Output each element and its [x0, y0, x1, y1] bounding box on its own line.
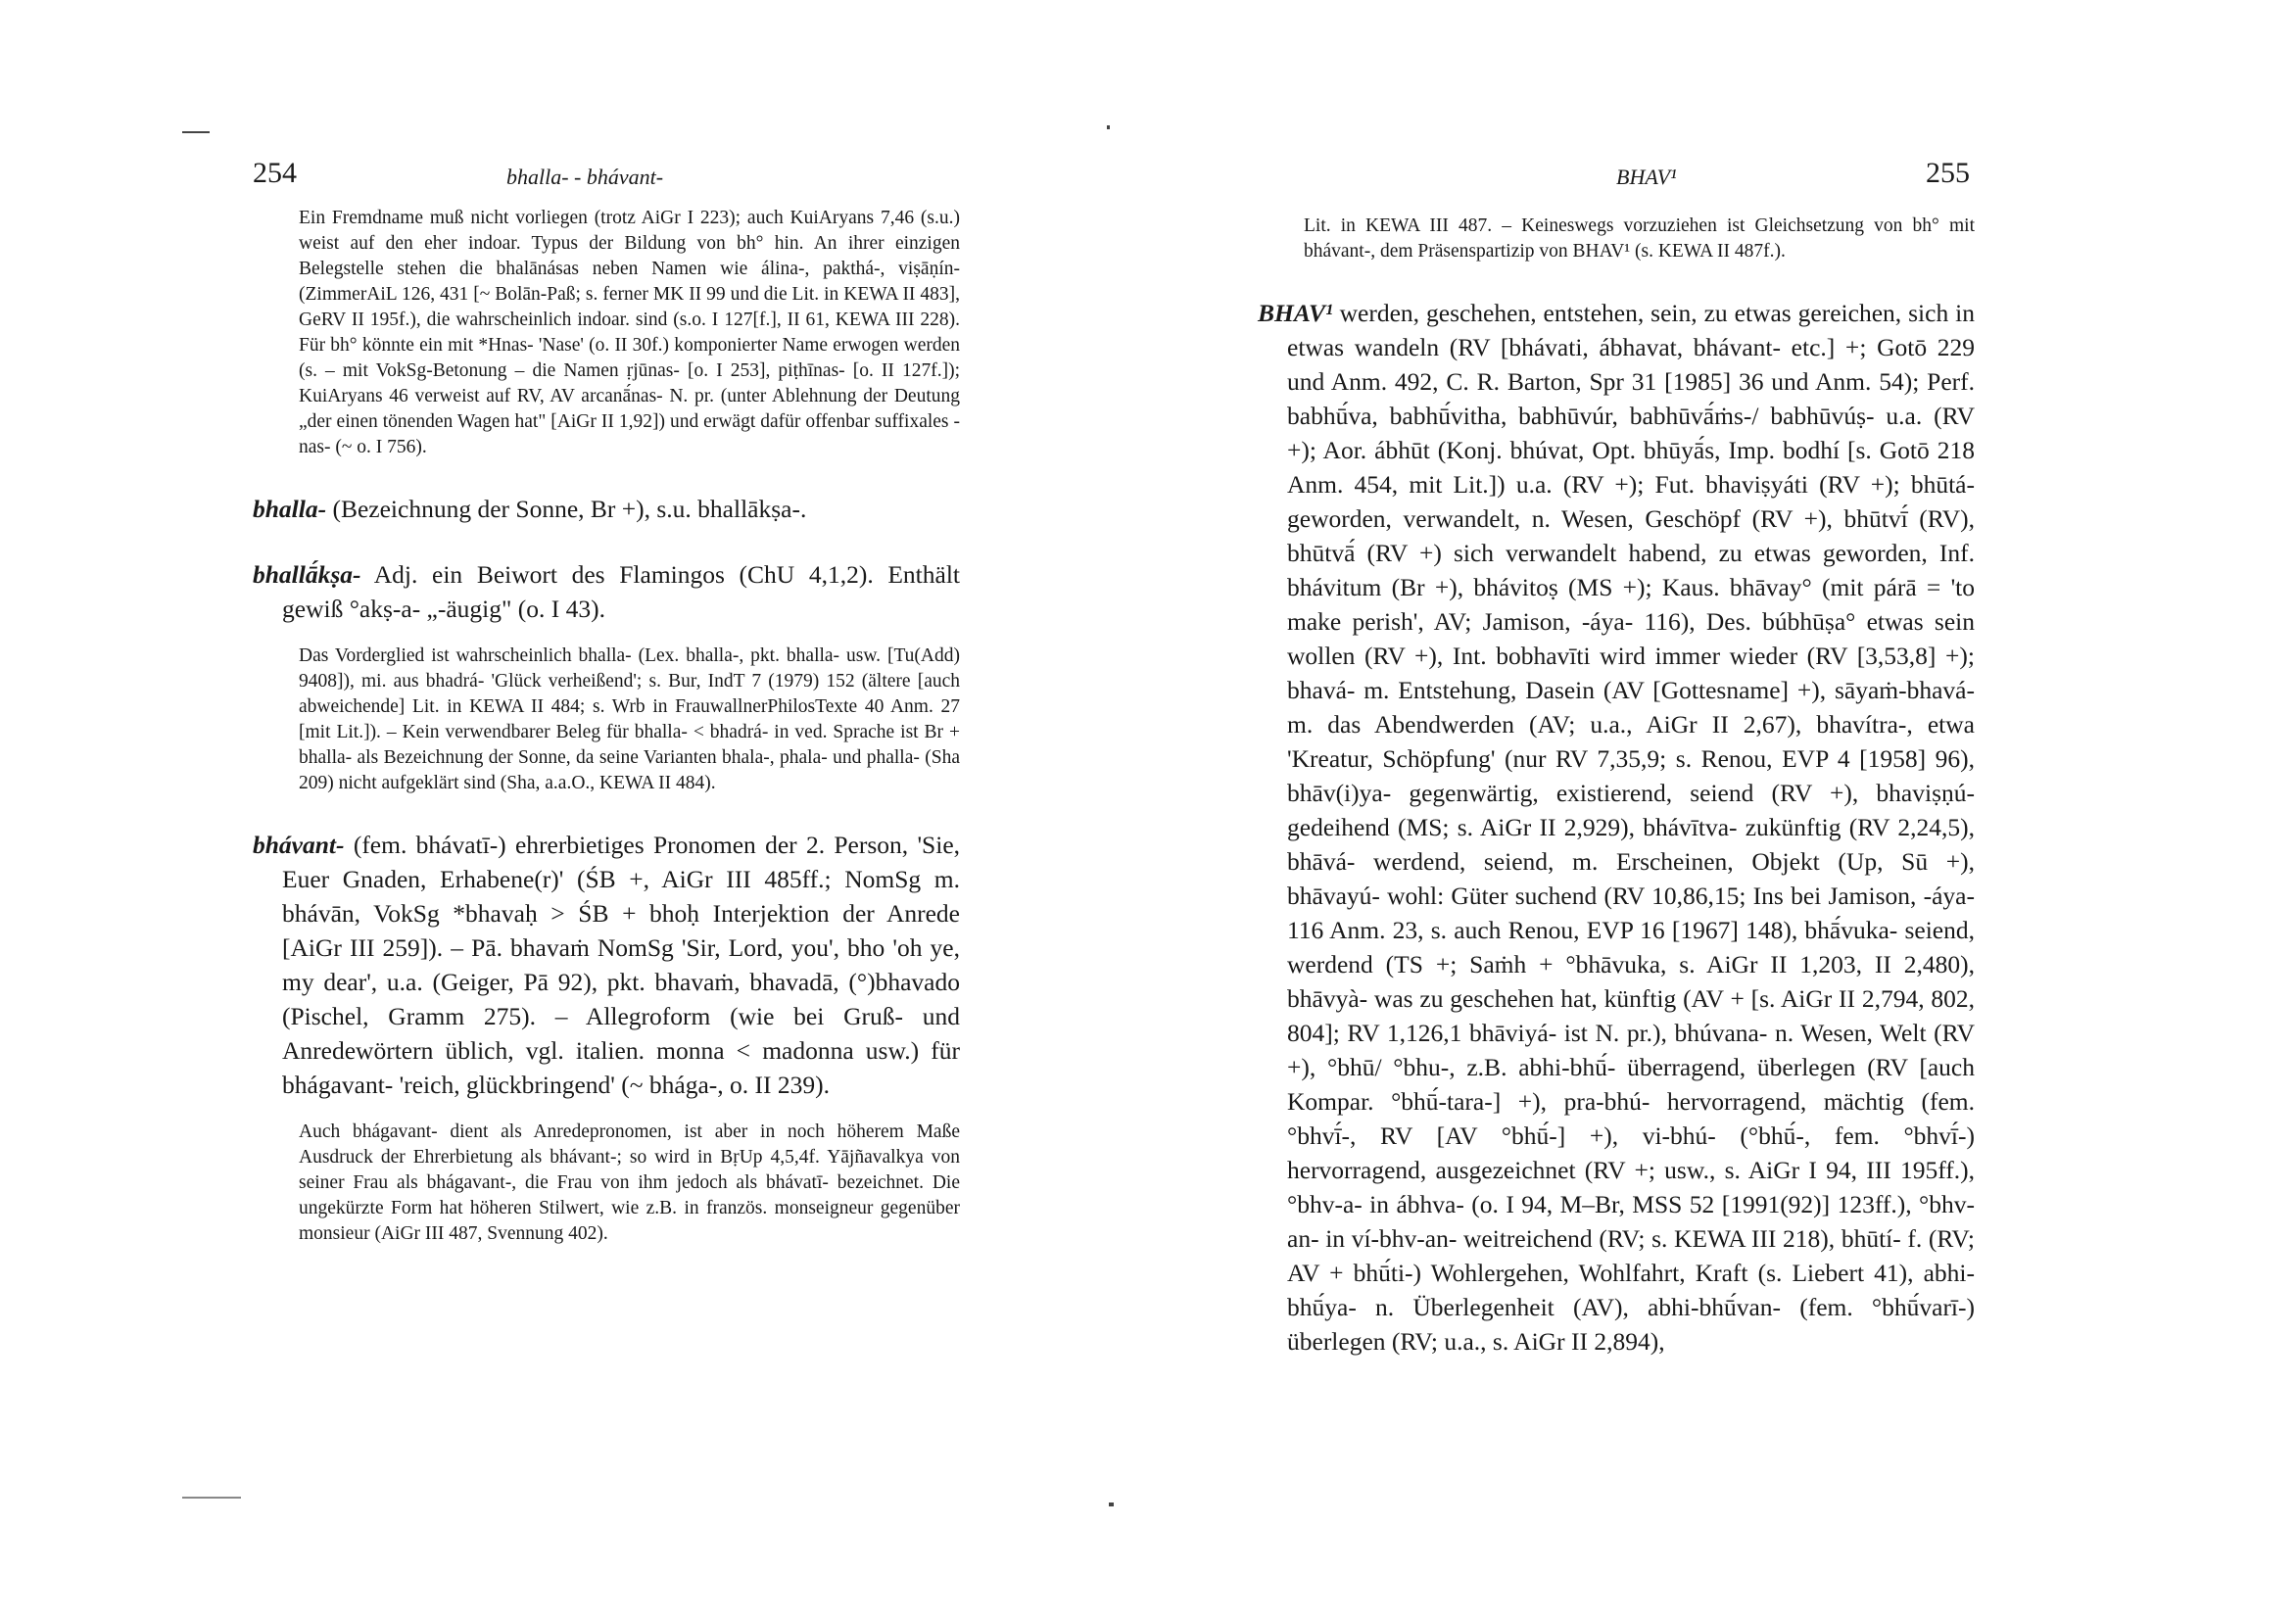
right-text-column — [1258, 214, 1975, 1359]
page-number: 254 — [253, 157, 297, 189]
page-number: 255 — [1926, 157, 1970, 189]
entry-text-bhavant: (fem. bhávatī-) ehrerbietiges Pronomen der 2. Person, 'Sie, Euer Gnaden, Erhabene(r)' (ŚB +, AiGr III 485ff.; NomSg m. bhávān, VokSg *bhavaḥ > ŚB + bhoḥ Interjektion der Anrede [AiGr III 259]). – Pā. bhavaṁ NomSg 'Sir, Lord, you', bho 'oh ye, my dear', u.a. (Geiger, Pā 92), pkt. bhavaṁ, bhavadā, (°)bhavado (Pischel, Gramm 275). – Allegroform (wie bei Gruß- und Anredewörtern üblich, vgl. italien. monna < madonna usw.) für bhágavant- 'reich, glückbringend' (~ bhága-, o. II 239). — [282, 831, 961, 1099]
entry-text-bhallaksa: Adj. ein Beiwort des Flamingos (ChU 4,1,2). Enthält gewiß °akṣ-a- „-äugig" (o. I 43). — [282, 560, 961, 623]
headword-bhalla: bhalla- — [253, 495, 327, 523]
scan-mark-bottom-right — [1109, 1503, 1114, 1506]
entry-bhalla — [253, 492, 960, 526]
headword-bhavant: bhávant- — [253, 831, 345, 859]
right-page — [1148, 0, 2296, 1622]
scan-mark-top — [182, 131, 210, 133]
entry-bhallaksa — [253, 557, 960, 626]
left-text-column — [253, 206, 960, 1247]
running-head: bhalla- - bhávant- — [506, 165, 664, 189]
scan-mark-bottom — [182, 1497, 241, 1499]
entry-text-bhalla: (Bezeichnung der Sonne, Br +), s.u. bhallākṣa-. — [332, 495, 807, 523]
intro-note: Lit. in KEWA III 487. – Keineswegs vorzuziehen ist Gleichsetzung von bh° mit bhávant-, dem Präsenspartizip von BHAV¹ (s. KEWA II 487f.). — [1304, 215, 1975, 262]
entry-bhav — [1258, 296, 1975, 1359]
running-head: BHAV¹ — [1616, 165, 1677, 189]
scan-mark-top-right — [1107, 125, 1110, 129]
intro-note: Ein Fremdname muß nicht vorliegen (trotz AiGr I 223); auch KuiAryans 7,46 (s.u.) weist auf den eher indoar. Typus der Bildung von bh° hin. An ihrer einzigen Belegstelle stehen die bhalānásas neben Namen wie álina-, pakthá-, viṣāṇín- (ZimmerAiL 126, 431 [~ Bolān-Paß; s. ferner MK II 99 und die Lit. in KEWA II 483], GeRV II 195f.), die wahrscheinlich indoar. sind (s.o. I 127[f.], II 61, KEWA III 228). Für bh° könnte ein mit *Hnas- 'Nase' (o. II 30f.) komponierter Name erwogen werden (s. – mit VokSg-Betonung – die Namen ṛjūnas- [o. I 253], piṭhīnas- [o. II 127f.]); KuiAryans 46 verweist auf RV, AV arcanā́nas- N. pr. (unter Ablehnung der Deutung „der einen tönenden Wagen hat" [AiGr II 1,92]) und erwägt dafür offenbar suffixales -nas- (~ o. I 756). — [299, 208, 960, 457]
headword-bhallaksa: bhallā́kṣa- — [253, 560, 361, 589]
note-bhavant: Auch bhágavant- dient als Anredepronomen, ist aber in noch höherem Maße Ausdruck der Ehrerbietung als bhávant-; so wird in BṛUp 4,5,4f. Yājñavalkya von seiner Frau als bhágavant-, die Frau von ihm jedoch als bhávatī- bezeichnet. Die ungekürzte Form hat höheren Stilwert, wie z.B. in französ. monseigneur gegenüber monsieur (AiGr III 487, Svennung 402). — [299, 1121, 960, 1244]
entry-bhavant — [253, 828, 960, 1102]
entry-text-bhav: werden, geschehen, entstehen, sein, zu etwas gereichen, sich in etwas wandeln (RV [bhávati, ábhavat, bhávant- etc.] +; Gotō 229 und Anm. 492, C. R. Barton, Spr 31 [1985] 36 und Anm. 54); Perf. babhū́va, babhū́vitha, babhūvúr, babhūvā́ṁs-/ babhūvúṣ- u.a. (RV +); Aor. ábhūt (Konj. bhúvat, Opt. bhūyā́s, Imp. bodhí [s. Gotō 218 Anm. 454, mit Lit.]) u.a. (RV +); Fut. bhaviṣyáti (RV +); bhūtá- geworden, verwandelt, n. Wesen, Geschöpf (RV +), bhūtvī́ (RV), bhūtvā́ (RV +) sich verwandelt habend, zu etwas geworden, Inf. bhávitum (Br +), bhávitoṣ (MS +); Kaus. bhāvay° (mit párā = 'to make perish', AV; Jamison, -áya- 116), Des. búbhūṣa° etwas sein wollen (RV +), Int. bobhavīti wird immer wieder (RV [3,53,8] +); bhavá- m. Entstehung, Dasein (AV [Gottesname] +), sāyaṁ-bhavá- m. das Abendwerden (AV; u.a., AiGr II 2,67), bhavítra-, etwa 'Kreatur, Schöpfung' (nur RV 7,35,9; s. Renou, EVP 4 [1958] 96), bhāv(i)ya- gegenwärtig, existierend, seiend (RV +), bhaviṣṇú- gedeihend (MS; s. AiGr II 2,929), bhávītva- zukünftig (RV 2,24,5), bhāvá- werdend, seiend, m. Erscheinen, Objekt (Up, Sū +), bhāvayú- wohl: Güter suchend (RV 10,86,15; Ins bei Jamison, -áya- 116 Anm. 23, s. auch Renou, EVP 16 [1967] 148), bhā́vuka- seiend, werdend (TS +; Saṁh + °bhāvuka, s. AiGr II 1,203, II 2,480), bhāvyà- was zu geschehen hat, künftig (AV + [s. AiGr II 2,794, 802, 804]; RV 1,126,1 bhāviyá- ist N. pr.), bhúvana- n. Wesen, Welt (RV +), °bhū/ °bhu-, z.B. abhi-bhū́- überragend, überlegen (RV [auch Kompar. °bhū́-tara-] +), pra-bhú- hervorragend, mächtig (fem. °bhvī́-, RV [AV °bhū́-] +), vi-bhú- (°bhū́-, fem. °bhvī́-) hervorragend, ausgezeichnet (RV +; usw., s. AiGr I 94, III 195ff.), °bhv-a- in ábhva- (o. I 94, M–Br, MSS 52 [1991(92)] 123ff.), °bhv-an- in ví-bhv-an- weitreichend (RV; s. KEWA III 218), bhūtí- f. (RV; AV + bhū́ti-) Wohlergehen, Wohlfahrt, Kraft (s. Liebert 41), abhi-bhū́ya- n. Überlegenheit (AV), abhi-bhū́van- (fem. °bhū́varī-) überlegen (RV; u.a., s. AiGr II 2,894), — [1287, 299, 1975, 1356]
note-bhallaksa: Das Vorderglied ist wahrscheinlich bhalla- (Lex. bhalla-, pkt. bhalla- usw. [Tu(Add) 9408]), mi. aus bhadrá- 'Glück verheißend'; s. Bur, IndT 7 (1979) 152 (ältere [auch abweichende] Lit. in KEWA II 484; s. Wrb in FrauwallnerPhilosTexte 40 Anm. 27 [mit Lit.]). – Kein verwendbarer Beleg für bhalla- < bhadrá- in ved. Sprache ist Br + bhalla- als Bezeichnung der Sonne, da seine Varianten bhala-, phala- und phalla- (Sha 209) nicht aufgeklärt sind (Sha, a.a.O., KEWA II 484). — [299, 645, 960, 793]
headword-bhav: BHAV¹ — [1258, 299, 1333, 327]
